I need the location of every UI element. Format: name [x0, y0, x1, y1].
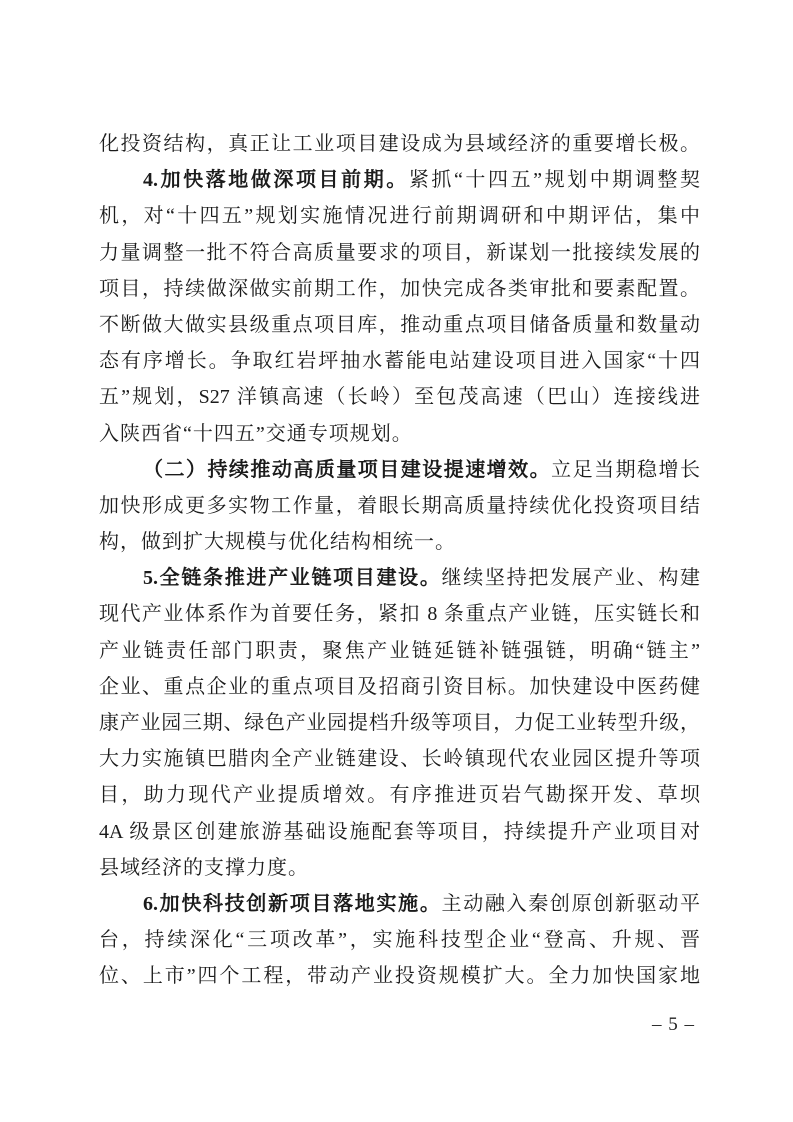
- text-line: [99, 488, 700, 524]
- text-line: [99, 958, 700, 994]
- paragraph-text: 化投资结构，真正让工业项目建设成为县域经济的重要增长极。: [99, 133, 700, 155]
- paragraph-text: 加快形成更多实物工作量，着眼长期高质量持续优化投资项目结: [99, 494, 700, 517]
- text-line: [99, 198, 700, 234]
- text-line: [99, 416, 700, 452]
- text-line: [99, 560, 700, 596]
- paragraph-text: 项目，持续做深做实前期工作，加快完成各类审批和要素配置。: [99, 277, 700, 300]
- paragraph-text: 继续坚持把发展产业、构建: [441, 567, 700, 590]
- text-line: [99, 886, 700, 922]
- paragraph-text: 产业链责任部门职责，聚焦产业链延链补链强链，明确“链主”: [99, 639, 700, 662]
- text-line: [99, 850, 700, 886]
- paragraph-text: 主动融入秦创原创新驱动平: [441, 892, 700, 915]
- text-line: [99, 633, 700, 669]
- text-line: [99, 379, 700, 415]
- paragraph-text: 企业、重点企业的重点项目及招商引资目标。加快建设中医药健: [99, 675, 700, 698]
- text-line: [99, 452, 700, 488]
- page-number: – 5 –: [652, 1014, 695, 1035]
- paragraph-text: 机，对“十四五”规划实施情况进行前期调研和中期评估，集中: [99, 205, 700, 228]
- paragraph-text: 态有序增长。争取红岩坪抽水蓄能电站建设项目进入国家“十四: [99, 350, 700, 373]
- text-line: [99, 922, 700, 958]
- paragraph-text: 台，持续深化“三项改革”，实施科技型企业“登高、升规、晋: [99, 929, 700, 952]
- text-line: [99, 524, 700, 560]
- paragraph-text: 五”规划，S27 洋镇高速（长岭）至包茂高速（巴山）连接线进: [99, 386, 700, 409]
- paragraph-text: 大力实施镇巴腊肉全产业链建设、长岭镇现代农业园区提升等项: [99, 748, 700, 771]
- paragraph-text: 构，做到扩大规模与优化结构相统一。: [99, 531, 456, 554]
- paragraph-text: 不断做大做实县级重点项目库，推动重点项目储备质量和数量动: [99, 313, 700, 336]
- paragraph-text: 立足当期稳增长: [551, 458, 700, 481]
- paragraph-heading: 5.全链条推进产业链项目建设。: [143, 567, 442, 590]
- paragraph-text: 现代产业体系作为首要任务，紧扣 8 条重点产业链，压实链长和: [99, 603, 700, 626]
- paragraph-heading: （二）持续推动高质量项目建设提速增效。: [143, 458, 552, 481]
- text-line: [99, 741, 700, 777]
- paragraph-text: 康产业园三期、绿色产业园提档升级等项目，力促工业转型升级，: [99, 712, 700, 734]
- body-text: [99, 126, 700, 995]
- paragraph-text: 入陕西省“十四五”交通专项规划。: [99, 422, 413, 445]
- text-line: [99, 235, 700, 271]
- paragraph-text: 县域经济的支撑力度。: [99, 856, 309, 879]
- text-line: [99, 307, 700, 343]
- paragraph-text: 4A 级景区创建旅游基础设施配套等项目，持续提升产业项目对: [99, 820, 700, 843]
- paragraph-text: 紧抓“十四五”规划中期调整契: [408, 169, 700, 192]
- text-line: [99, 814, 700, 850]
- paragraph-text: 力量调整一批不符合高质量要求的项目，新谋划一批接续发展的: [99, 241, 700, 264]
- text-line: [99, 596, 700, 632]
- paragraph-heading: 4.加快落地做深项目前期。: [143, 169, 409, 192]
- text-line: [99, 777, 700, 813]
- text-line: [99, 162, 700, 198]
- text-line: [99, 343, 700, 379]
- text-line: [99, 705, 700, 741]
- text-line: [99, 126, 700, 162]
- paragraph-text: 目，助力现代产业提质增效。有序推进页岩气勘探开发、草坝: [99, 784, 700, 807]
- paragraph-heading: 6.加快科技创新项目落地实施。: [143, 892, 442, 915]
- text-line: [99, 669, 700, 705]
- text-line: [99, 271, 700, 307]
- paragraph-text: 位、上市”四个工程，带动产业投资规模扩大。全力加快国家地: [99, 965, 700, 988]
